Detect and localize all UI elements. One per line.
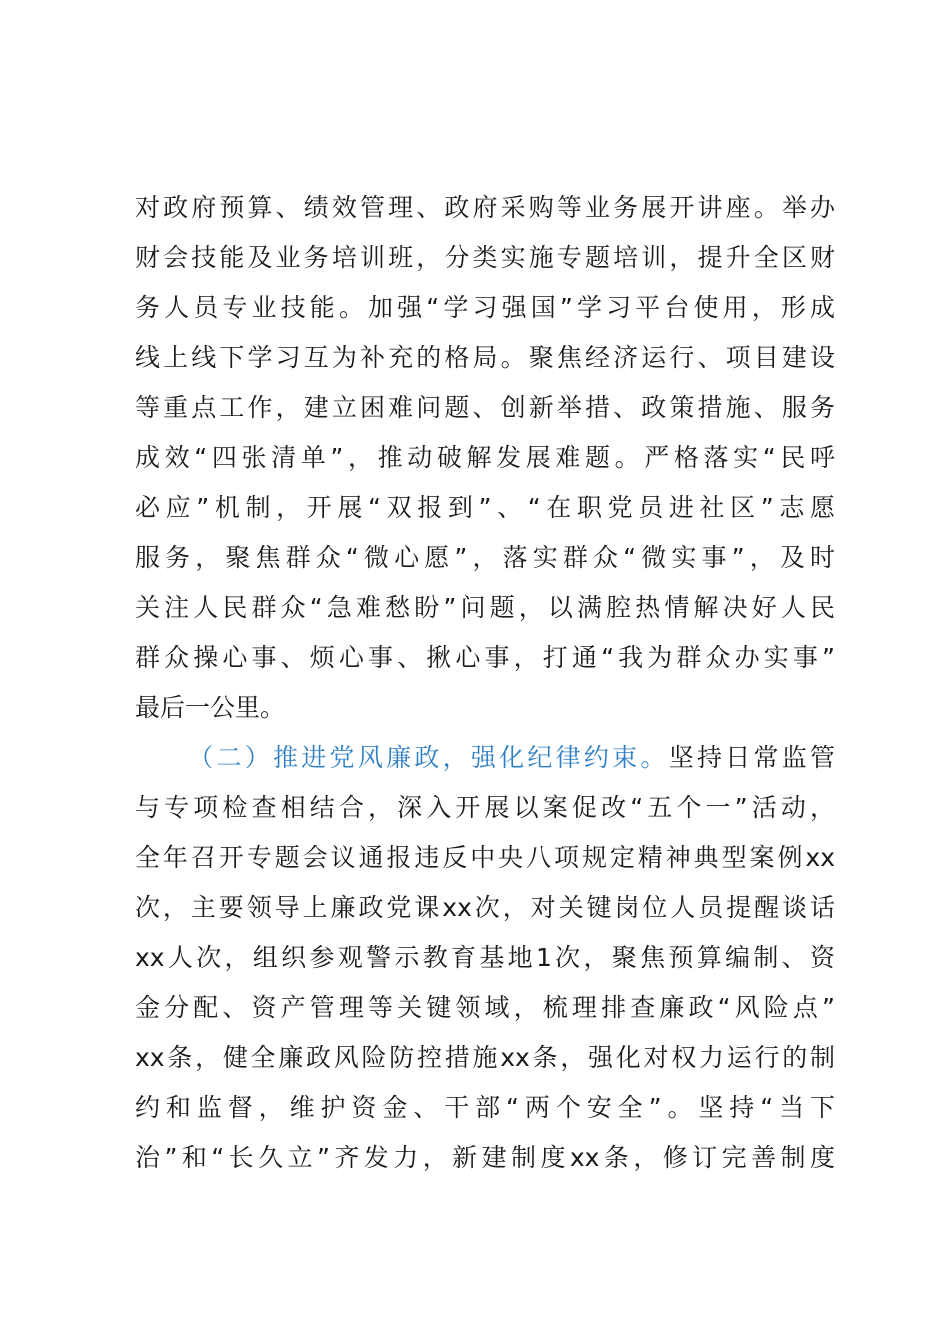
text-line: 线上线下学习互为补充的格局。聚焦经济运行、项目建设 [135, 343, 835, 372]
document-body [135, 183, 835, 1183]
text-line: 对政府预算、绩效管理、政府采购等业务展开讲座。举办 [135, 193, 835, 222]
paragraph-training-services [135, 183, 835, 733]
text-line: 最后一公里。 [135, 693, 286, 722]
text-line: 关注人民群众“急难愁盼”问题，以满腔热情解决好人民 [135, 593, 835, 622]
text-line: 全年召开专题会议通报违反中央八项规定精神典型案例xx [135, 843, 835, 872]
text-line: 金分配、资产管理等关键领域，梳理排查廉政“风险点” [135, 993, 835, 1022]
text-line: 服务，聚焦群众“微心愿”，落实群众“微实事”，及时 [135, 543, 835, 572]
text-line: 财会技能及业务培训班，分类实施专题培训，提升全区财 [135, 243, 835, 272]
text-line: 与专项检查相结合，深入开展以案促改“五个一”活动， [135, 793, 835, 822]
text-line: 等重点工作，建立困难问题、创新举措、政策措施、服务 [135, 393, 835, 422]
text-line: 治”和“长久立”齐发力，新建制度xx条，修订完善制度 [135, 1143, 835, 1172]
text-line: 约和监督，维护资金、干部“两个安全”。坚持“当下 [135, 1093, 835, 1122]
text-line: 群众操心事、烦心事、揪心事，打通“我为群众办实事” [135, 643, 835, 672]
text-run: 坚持日常监管 [668, 743, 835, 772]
text-line: 必应”机制，开展“双报到”、“在职党员进社区”志愿 [135, 493, 835, 522]
section-heading: （二）推进党风廉政，强化纪律约束。 [185, 743, 669, 772]
text-line: 次，主要领导上廉政党课xx次，对关键岗位人员提醒谈话 [135, 893, 835, 922]
paragraph-party-conduct [135, 733, 835, 1183]
text-line: 务人员专业技能。加强“学习强国”学习平台使用，形成 [135, 293, 835, 322]
text-line: 成效“四张清单”，推动破解发展难题。严格落实“民呼 [135, 443, 835, 472]
section-first-line [135, 733, 835, 783]
text-line: xx条，健全廉政风险防控措施xx条，强化对权力运行的制 [135, 1043, 835, 1072]
text-line: xx人次，组织参观警示教育基地1次，聚焦预算编制、资 [135, 943, 835, 972]
